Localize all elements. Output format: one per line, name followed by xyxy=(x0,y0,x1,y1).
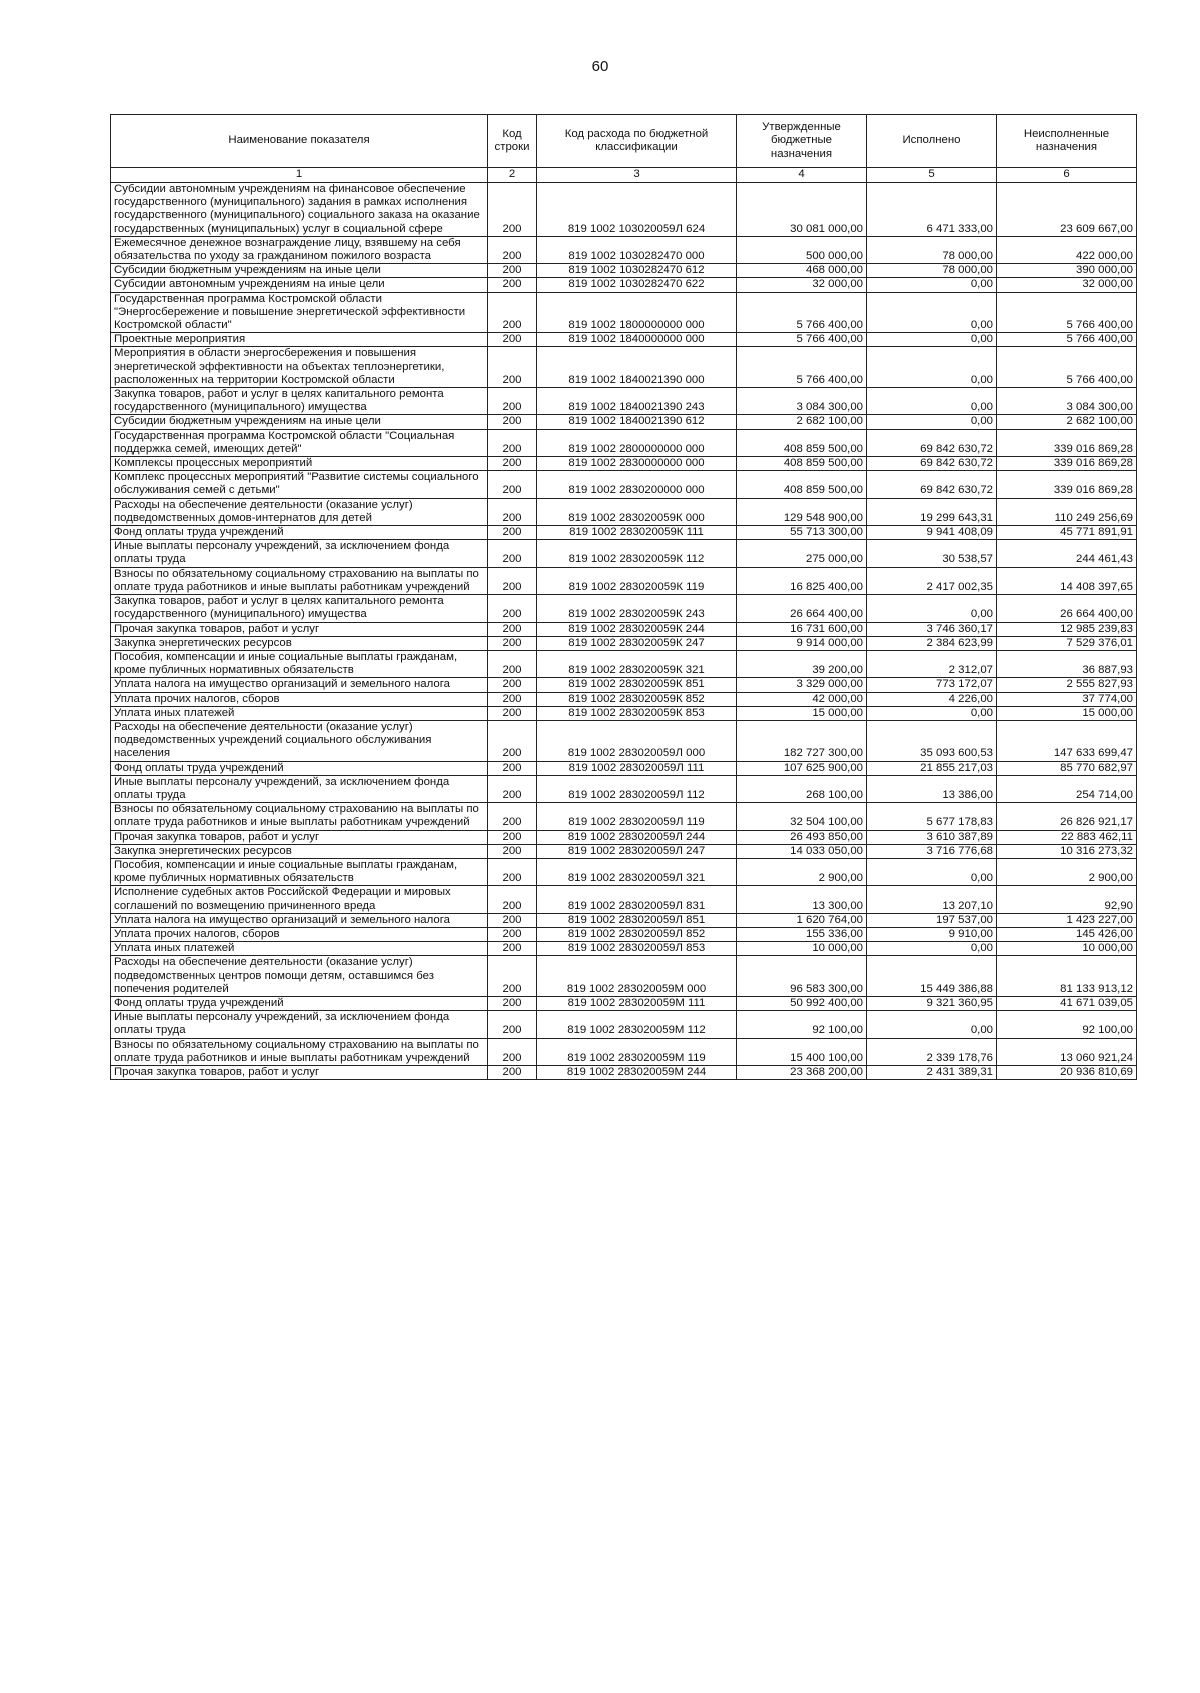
budget-code-cell: 819 1002 283020059К 244 xyxy=(537,622,737,636)
indicator-name-cell: Фонд оплаты труда учреждений xyxy=(111,761,488,775)
unexecuted-amount-cell: 5 766 400,00 xyxy=(997,333,1137,347)
indicator-name-cell: Закупка товаров, работ и услуг в целях капитального ремонта государственного (муниципального) имущества xyxy=(111,595,488,622)
unexecuted-amount-cell: 1 423 227,00 xyxy=(997,913,1137,927)
column-number: 4 xyxy=(737,168,867,183)
unexecuted-amount-cell: 10 000,00 xyxy=(997,942,1137,956)
unexecuted-amount-cell: 3 084 300,00 xyxy=(997,388,1137,415)
header-budget-code: Код расхода по бюджетной классификации xyxy=(537,115,737,168)
unexecuted-amount-cell: 85 770 682,97 xyxy=(997,761,1137,775)
budget-code-cell: 819 1002 2800000000 000 xyxy=(537,429,737,456)
approved-amount-cell: 155 336,00 xyxy=(737,927,867,941)
indicator-name-cell: Ежемесячное денежное вознаграждение лицу, взявшему на себя обязательства по уходу за гражданином пожилого возраста xyxy=(111,236,488,263)
budget-code-cell: 819 1002 283020059Л 831 xyxy=(537,886,737,913)
indicator-name-cell: Уплата налога на имущество организаций и земельного налога xyxy=(111,913,488,927)
indicator-name-cell: Субсидии бюджетным учреждениям на иные цели xyxy=(111,415,488,429)
indicator-name-cell: Мероприятия в области энергосбережения и повышения энергетической эффективности на объектах теплоэнергетики, расположенных на территории Костромской области xyxy=(111,347,488,388)
indicator-name-cell: Расходы на обеспечение деятельности (оказание услуг) подведомственных учреждений социального обслуживания населения xyxy=(111,720,488,761)
executed-amount-cell: 30 538,57 xyxy=(867,540,997,567)
header-approved: Утвержденные бюджетные назначения xyxy=(737,115,867,168)
unexecuted-amount-cell: 10 316 273,32 xyxy=(997,844,1137,858)
unexecuted-amount-cell: 81 133 913,12 xyxy=(997,956,1137,997)
unexecuted-amount-cell: 41 671 039,05 xyxy=(997,996,1137,1010)
approved-amount-cell: 13 300,00 xyxy=(737,886,867,913)
unexecuted-amount-cell: 22 883 462,11 xyxy=(997,830,1137,844)
budget-code-cell: 819 1002 283020059К 112 xyxy=(537,540,737,567)
unexecuted-amount-cell: 339 016 869,28 xyxy=(997,429,1137,456)
line-code-cell: 200 xyxy=(488,292,537,333)
budget-code-cell: 819 1002 283020059Л 851 xyxy=(537,913,737,927)
table-row xyxy=(111,1066,1137,1080)
unexecuted-amount-cell: 23 609 667,00 xyxy=(997,183,1137,237)
executed-amount-cell: 0,00 xyxy=(867,706,997,720)
budget-code-cell: 819 1002 283020059К 321 xyxy=(537,650,737,677)
approved-amount-cell: 55 713 300,00 xyxy=(737,526,867,540)
line-code-cell: 200 xyxy=(488,236,537,263)
column-number: 6 xyxy=(997,168,1137,183)
budget-code-cell: 819 1002 283020059Л 321 xyxy=(537,858,737,885)
table-row xyxy=(111,1011,1137,1038)
executed-amount-cell: 9 941 408,09 xyxy=(867,526,997,540)
budget-code-cell: 819 1002 1030282470 000 xyxy=(537,236,737,263)
approved-amount-cell: 408 859 500,00 xyxy=(737,457,867,471)
budget-code-cell: 819 1002 283020059К 243 xyxy=(537,595,737,622)
line-code-cell: 200 xyxy=(488,996,537,1010)
executed-amount-cell: 0,00 xyxy=(867,347,997,388)
line-code-cell: 200 xyxy=(488,927,537,941)
executed-amount-cell: 35 093 600,53 xyxy=(867,720,997,761)
indicator-name-cell: Пособия, компенсации и иные социальные выплаты гражданам, кроме публичных нормативных обязательств xyxy=(111,858,488,885)
indicator-name-cell: Закупка энергетических ресурсов xyxy=(111,636,488,650)
line-code-cell: 200 xyxy=(488,913,537,927)
budget-code-cell: 819 1002 103020059Л 624 xyxy=(537,183,737,237)
budget-execution-table xyxy=(110,114,1137,1080)
indicator-name-cell: Комплекс процессных мероприятий "Развитие системы социального обслуживания семей с детьми" xyxy=(111,471,488,498)
indicator-name-cell: Фонд оплаты труда учреждений xyxy=(111,526,488,540)
approved-amount-cell: 15 000,00 xyxy=(737,706,867,720)
executed-amount-cell: 2 339 178,76 xyxy=(867,1038,997,1065)
indicator-name-cell: Прочая закупка товаров, работ и услуг xyxy=(111,830,488,844)
budget-code-cell: 819 1002 283020059Л 111 xyxy=(537,761,737,775)
executed-amount-cell: 0,00 xyxy=(867,333,997,347)
table-row xyxy=(111,678,1137,692)
approved-amount-cell: 26 664 400,00 xyxy=(737,595,867,622)
executed-amount-cell: 0,00 xyxy=(867,388,997,415)
approved-amount-cell: 16 731 600,00 xyxy=(737,622,867,636)
unexecuted-amount-cell: 20 936 810,69 xyxy=(997,1066,1137,1080)
table-row xyxy=(111,761,1137,775)
approved-amount-cell: 408 859 500,00 xyxy=(737,429,867,456)
table-row xyxy=(111,622,1137,636)
executed-amount-cell: 2 431 389,31 xyxy=(867,1066,997,1080)
budget-code-cell: 819 1002 1800000000 000 xyxy=(537,292,737,333)
indicator-name-cell: Прочая закупка товаров, работ и услуг xyxy=(111,1066,488,1080)
line-code-cell: 200 xyxy=(488,761,537,775)
budget-code-cell: 819 1002 283020059К 853 xyxy=(537,706,737,720)
approved-amount-cell: 1 620 764,00 xyxy=(737,913,867,927)
executed-amount-cell: 0,00 xyxy=(867,415,997,429)
line-code-cell: 200 xyxy=(488,942,537,956)
indicator-name-cell: Комплексы процессных мероприятий xyxy=(111,457,488,471)
table-row xyxy=(111,498,1137,525)
table-row xyxy=(111,775,1137,802)
table-row xyxy=(111,595,1137,622)
indicator-name-cell: Государственная программа Костромской области "Социальная поддержка семей, имеющих детей" xyxy=(111,429,488,456)
indicator-name-cell: Взносы по обязательному социальному страхованию на выплаты по оплате труда работников и иные выплаты работникам учреждений xyxy=(111,567,488,594)
indicator-name-cell: Уплата налога на имущество организаций и земельного налога xyxy=(111,678,488,692)
budget-code-cell: 819 1002 283020059Л 112 xyxy=(537,775,737,802)
budget-code-cell: 819 1002 283020059М 000 xyxy=(537,956,737,997)
indicator-name-cell: Расходы на обеспечение деятельности (оказание услуг) подведомственных центров помощи детям, оставшимся без попечения родителей xyxy=(111,956,488,997)
column-number: 2 xyxy=(488,168,537,183)
approved-amount-cell: 10 000,00 xyxy=(737,942,867,956)
approved-amount-cell: 16 825 400,00 xyxy=(737,567,867,594)
executed-amount-cell: 13 207,10 xyxy=(867,886,997,913)
approved-amount-cell: 5 766 400,00 xyxy=(737,347,867,388)
indicator-name-cell: Уплата прочих налогов, сборов xyxy=(111,692,488,706)
table-row xyxy=(111,471,1137,498)
unexecuted-amount-cell: 147 633 699,47 xyxy=(997,720,1137,761)
line-code-cell: 200 xyxy=(488,388,537,415)
indicator-name-cell: Прочая закупка товаров, работ и услуг xyxy=(111,622,488,636)
unexecuted-amount-cell: 5 766 400,00 xyxy=(997,292,1137,333)
budget-code-cell: 819 1002 283020059К 000 xyxy=(537,498,737,525)
executed-amount-cell: 19 299 643,31 xyxy=(867,498,997,525)
table-row xyxy=(111,886,1137,913)
budget-code-cell: 819 1002 283020059К 851 xyxy=(537,678,737,692)
line-code-cell: 200 xyxy=(488,471,537,498)
approved-amount-cell: 39 200,00 xyxy=(737,650,867,677)
table-row xyxy=(111,720,1137,761)
table-row xyxy=(111,803,1137,830)
budget-code-cell: 819 1002 283020059К 119 xyxy=(537,567,737,594)
executed-amount-cell: 0,00 xyxy=(867,595,997,622)
line-code-cell: 200 xyxy=(488,264,537,278)
table-row xyxy=(111,292,1137,333)
indicator-name-cell: Пособия, компенсации и иные социальные выплаты гражданам, кроме публичных нормативных обязательств xyxy=(111,650,488,677)
budget-code-cell: 819 1002 1840021390 000 xyxy=(537,347,737,388)
unexecuted-amount-cell: 32 000,00 xyxy=(997,278,1137,292)
table-row xyxy=(111,415,1137,429)
table-row xyxy=(111,1038,1137,1065)
executed-amount-cell: 9 321 360,95 xyxy=(867,996,997,1010)
line-code-cell: 200 xyxy=(488,183,537,237)
column-number-row xyxy=(111,168,1137,183)
approved-amount-cell: 3 084 300,00 xyxy=(737,388,867,415)
line-code-cell: 200 xyxy=(488,636,537,650)
indicator-name-cell: Иные выплаты персоналу учреждений, за исключением фонда оплаты труда xyxy=(111,540,488,567)
indicator-name-cell: Взносы по обязательному социальному страхованию на выплаты по оплате труда работников и иные выплаты работникам учреждений xyxy=(111,803,488,830)
unexecuted-amount-cell: 339 016 869,28 xyxy=(997,471,1137,498)
budget-code-cell: 819 1002 1840021390 243 xyxy=(537,388,737,415)
approved-amount-cell: 275 000,00 xyxy=(737,540,867,567)
table-row xyxy=(111,927,1137,941)
approved-amount-cell: 9 914 000,00 xyxy=(737,636,867,650)
approved-amount-cell: 32 504 100,00 xyxy=(737,803,867,830)
executed-amount-cell: 21 855 217,03 xyxy=(867,761,997,775)
indicator-name-cell: Уплата прочих налогов, сборов xyxy=(111,927,488,941)
line-code-cell: 200 xyxy=(488,886,537,913)
line-code-cell: 200 xyxy=(488,650,537,677)
indicator-name-cell: Иные выплаты персоналу учреждений, за исключением фонда оплаты труда xyxy=(111,1011,488,1038)
line-code-cell: 200 xyxy=(488,540,537,567)
header-unexecuted: Неисполненные назначения xyxy=(997,115,1137,168)
line-code-cell: 200 xyxy=(488,278,537,292)
executed-amount-cell: 69 842 630,72 xyxy=(867,429,997,456)
budget-code-cell: 819 1002 283020059Л 852 xyxy=(537,927,737,941)
indicator-name-cell: Субсидии автономным учреждениям на финансовое обеспечение государственного (муниципального) задания в рамках исполнения государственного (муниципального) социального заказа на оказание государственных (муниципальных) услуг в социальной сфере xyxy=(111,183,488,237)
budget-code-cell: 819 1002 1840000000 000 xyxy=(537,333,737,347)
line-code-cell: 200 xyxy=(488,333,537,347)
unexecuted-amount-cell: 92 100,00 xyxy=(997,1011,1137,1038)
header-line-code: Код строки xyxy=(488,115,537,168)
indicator-name-cell: Взносы по обязательному социальному страхованию на выплаты по оплате труда работников и иные выплаты работникам учреждений xyxy=(111,1038,488,1065)
approved-amount-cell: 26 493 850,00 xyxy=(737,830,867,844)
table-body xyxy=(111,183,1137,1080)
approved-amount-cell: 107 625 900,00 xyxy=(737,761,867,775)
indicator-name-cell: Иные выплаты персоналу учреждений, за исключением фонда оплаты труда xyxy=(111,775,488,802)
table-row xyxy=(111,692,1137,706)
unexecuted-amount-cell: 92,90 xyxy=(997,886,1137,913)
indicator-name-cell: Субсидии бюджетным учреждениям на иные цели xyxy=(111,264,488,278)
line-code-cell: 200 xyxy=(488,526,537,540)
indicator-name-cell: Закупка энергетических ресурсов xyxy=(111,844,488,858)
executed-amount-cell: 9 910,00 xyxy=(867,927,997,941)
executed-amount-cell: 773 172,07 xyxy=(867,678,997,692)
budget-code-cell: 819 1002 283020059К 852 xyxy=(537,692,737,706)
budget-code-cell: 819 1002 283020059Л 853 xyxy=(537,942,737,956)
table-row xyxy=(111,996,1137,1010)
indicator-name-cell: Государственная программа Костромской области "Энергосбережение и повышение энергетической эффективности Костромской области" xyxy=(111,292,488,333)
approved-amount-cell: 96 583 300,00 xyxy=(737,956,867,997)
unexecuted-amount-cell: 254 714,00 xyxy=(997,775,1137,802)
approved-amount-cell: 30 081 000,00 xyxy=(737,183,867,237)
unexecuted-amount-cell: 13 060 921,24 xyxy=(997,1038,1137,1065)
executed-amount-cell: 78 000,00 xyxy=(867,264,997,278)
line-code-cell: 200 xyxy=(488,844,537,858)
budget-code-cell: 819 1002 283020059М 119 xyxy=(537,1038,737,1065)
approved-amount-cell: 5 766 400,00 xyxy=(737,292,867,333)
budget-code-cell: 819 1002 283020059М 244 xyxy=(537,1066,737,1080)
executed-amount-cell: 2 384 623,99 xyxy=(867,636,997,650)
budget-code-cell: 819 1002 283020059К 247 xyxy=(537,636,737,650)
indicator-name-cell: Исполнение судебных актов Российской Федерации и мировых соглашений по возмещению причиненного вреда xyxy=(111,886,488,913)
executed-amount-cell: 3 610 387,89 xyxy=(867,830,997,844)
unexecuted-amount-cell: 145 426,00 xyxy=(997,927,1137,941)
executed-amount-cell: 3 746 360,17 xyxy=(867,622,997,636)
executed-amount-cell: 0,00 xyxy=(867,292,997,333)
budget-code-cell: 819 1002 283020059М 111 xyxy=(537,996,737,1010)
table-row xyxy=(111,844,1137,858)
table-row xyxy=(111,636,1137,650)
unexecuted-amount-cell: 15 000,00 xyxy=(997,706,1137,720)
indicator-name-cell: Уплата иных платежей xyxy=(111,942,488,956)
approved-amount-cell: 42 000,00 xyxy=(737,692,867,706)
line-code-cell: 200 xyxy=(488,457,537,471)
executed-amount-cell: 197 537,00 xyxy=(867,913,997,927)
approved-amount-cell: 3 329 000,00 xyxy=(737,678,867,692)
indicator-name-cell: Закупка товаров, работ и услуг в целях капитального ремонта государственного (муниципального) имущества xyxy=(111,388,488,415)
unexecuted-amount-cell: 422 000,00 xyxy=(997,236,1137,263)
approved-amount-cell: 500 000,00 xyxy=(737,236,867,263)
unexecuted-amount-cell: 2 555 827,93 xyxy=(997,678,1137,692)
approved-amount-cell: 32 000,00 xyxy=(737,278,867,292)
approved-amount-cell: 129 548 900,00 xyxy=(737,498,867,525)
approved-amount-cell: 14 033 050,00 xyxy=(737,844,867,858)
line-code-cell: 200 xyxy=(488,803,537,830)
executed-amount-cell: 0,00 xyxy=(867,1011,997,1038)
approved-amount-cell: 92 100,00 xyxy=(737,1011,867,1038)
line-code-cell: 200 xyxy=(488,830,537,844)
approved-amount-cell: 408 859 500,00 xyxy=(737,471,867,498)
approved-amount-cell: 15 400 100,00 xyxy=(737,1038,867,1065)
table-row xyxy=(111,706,1137,720)
unexecuted-amount-cell: 7 529 376,01 xyxy=(997,636,1137,650)
line-code-cell: 200 xyxy=(488,858,537,885)
indicator-name-cell: Расходы на обеспечение деятельности (оказание услуг) подведомственных домов-интернатов для детей xyxy=(111,498,488,525)
table-row xyxy=(111,526,1137,540)
approved-amount-cell: 182 727 300,00 xyxy=(737,720,867,761)
line-code-cell: 200 xyxy=(488,1066,537,1080)
table-row xyxy=(111,457,1137,471)
budget-code-cell: 819 1002 2830000000 000 xyxy=(537,457,737,471)
budget-code-cell: 819 1002 1030282470 612 xyxy=(537,264,737,278)
budget-code-cell: 819 1002 2830200000 000 xyxy=(537,471,737,498)
line-code-cell: 200 xyxy=(488,775,537,802)
executed-amount-cell: 2 312,07 xyxy=(867,650,997,677)
table-row xyxy=(111,347,1137,388)
table-row xyxy=(111,429,1137,456)
approved-amount-cell: 2 900,00 xyxy=(737,858,867,885)
unexecuted-amount-cell: 37 774,00 xyxy=(997,692,1137,706)
indicator-name-cell: Уплата иных платежей xyxy=(111,706,488,720)
executed-amount-cell: 0,00 xyxy=(867,858,997,885)
executed-amount-cell: 6 471 333,00 xyxy=(867,183,997,237)
line-code-cell: 200 xyxy=(488,415,537,429)
budget-code-cell: 819 1002 283020059М 112 xyxy=(537,1011,737,1038)
table-row xyxy=(111,183,1137,237)
line-code-cell: 200 xyxy=(488,956,537,997)
line-code-cell: 200 xyxy=(488,720,537,761)
unexecuted-amount-cell: 14 408 397,65 xyxy=(997,567,1137,594)
line-code-cell: 200 xyxy=(488,1011,537,1038)
indicator-name-cell: Проектные мероприятия xyxy=(111,333,488,347)
unexecuted-amount-cell: 110 249 256,69 xyxy=(997,498,1137,525)
executed-amount-cell: 0,00 xyxy=(867,942,997,956)
unexecuted-amount-cell: 12 985 239,83 xyxy=(997,622,1137,636)
approved-amount-cell: 468 000,00 xyxy=(737,264,867,278)
unexecuted-amount-cell: 244 461,43 xyxy=(997,540,1137,567)
unexecuted-amount-cell: 36 887,93 xyxy=(997,650,1137,677)
line-code-cell: 200 xyxy=(488,678,537,692)
line-code-cell: 200 xyxy=(488,498,537,525)
column-number: 5 xyxy=(867,168,997,183)
line-code-cell: 200 xyxy=(488,595,537,622)
indicator-name-cell: Субсидии автономным учреждениям на иные цели xyxy=(111,278,488,292)
unexecuted-amount-cell: 45 771 891,91 xyxy=(997,526,1137,540)
table-row xyxy=(111,236,1137,263)
table-row xyxy=(111,388,1137,415)
unexecuted-amount-cell: 2 682 100,00 xyxy=(997,415,1137,429)
line-code-cell: 200 xyxy=(488,567,537,594)
budget-code-cell: 819 1002 283020059Л 000 xyxy=(537,720,737,761)
executed-amount-cell: 4 226,00 xyxy=(867,692,997,706)
line-code-cell: 200 xyxy=(488,622,537,636)
table-row xyxy=(111,333,1137,347)
executed-amount-cell: 69 842 630,72 xyxy=(867,471,997,498)
approved-amount-cell: 5 766 400,00 xyxy=(737,333,867,347)
table-row xyxy=(111,278,1137,292)
line-code-cell: 200 xyxy=(488,429,537,456)
line-code-cell: 200 xyxy=(488,706,537,720)
unexecuted-amount-cell: 26 826 921,17 xyxy=(997,803,1137,830)
table-row xyxy=(111,956,1137,997)
budget-code-cell: 819 1002 283020059К 111 xyxy=(537,526,737,540)
executed-amount-cell: 5 677 178,83 xyxy=(867,803,997,830)
executed-amount-cell: 2 417 002,35 xyxy=(867,567,997,594)
executed-amount-cell: 78 000,00 xyxy=(867,236,997,263)
table-row xyxy=(111,913,1137,927)
approved-amount-cell: 23 368 200,00 xyxy=(737,1066,867,1080)
unexecuted-amount-cell: 26 664 400,00 xyxy=(997,595,1137,622)
table-row xyxy=(111,567,1137,594)
table-row xyxy=(111,540,1137,567)
approved-amount-cell: 268 100,00 xyxy=(737,775,867,802)
table-row xyxy=(111,830,1137,844)
unexecuted-amount-cell: 2 900,00 xyxy=(997,858,1137,885)
unexecuted-amount-cell: 5 766 400,00 xyxy=(997,347,1137,388)
executed-amount-cell: 13 386,00 xyxy=(867,775,997,802)
budget-code-cell: 819 1002 283020059Л 247 xyxy=(537,844,737,858)
approved-amount-cell: 50 992 400,00 xyxy=(737,996,867,1010)
indicator-name-cell: Фонд оплаты труда учреждений xyxy=(111,996,488,1010)
table-row xyxy=(111,264,1137,278)
executed-amount-cell: 3 716 776,68 xyxy=(867,844,997,858)
line-code-cell: 200 xyxy=(488,1038,537,1065)
table-row xyxy=(111,858,1137,885)
table-row xyxy=(111,650,1137,677)
page-number: 60 xyxy=(591,58,609,75)
executed-amount-cell: 15 449 386,88 xyxy=(867,956,997,997)
line-code-cell: 200 xyxy=(488,692,537,706)
column-number: 3 xyxy=(537,168,737,183)
budget-code-cell: 819 1002 283020059Л 119 xyxy=(537,803,737,830)
budget-code-cell: 819 1002 1840021390 612 xyxy=(537,415,737,429)
executed-amount-cell: 69 842 630,72 xyxy=(867,457,997,471)
table-row xyxy=(111,942,1137,956)
unexecuted-amount-cell: 339 016 869,28 xyxy=(997,457,1137,471)
unexecuted-amount-cell: 390 000,00 xyxy=(997,264,1137,278)
line-code-cell: 200 xyxy=(488,347,537,388)
executed-amount-cell: 0,00 xyxy=(867,278,997,292)
table-header-row xyxy=(111,115,1137,168)
column-number: 1 xyxy=(111,168,488,183)
header-indicator-name: Наименование показателя xyxy=(111,115,488,168)
approved-amount-cell: 2 682 100,00 xyxy=(737,415,867,429)
budget-code-cell: 819 1002 1030282470 622 xyxy=(537,278,737,292)
header-executed: Исполнено xyxy=(867,115,997,168)
budget-code-cell: 819 1002 283020059Л 244 xyxy=(537,830,737,844)
